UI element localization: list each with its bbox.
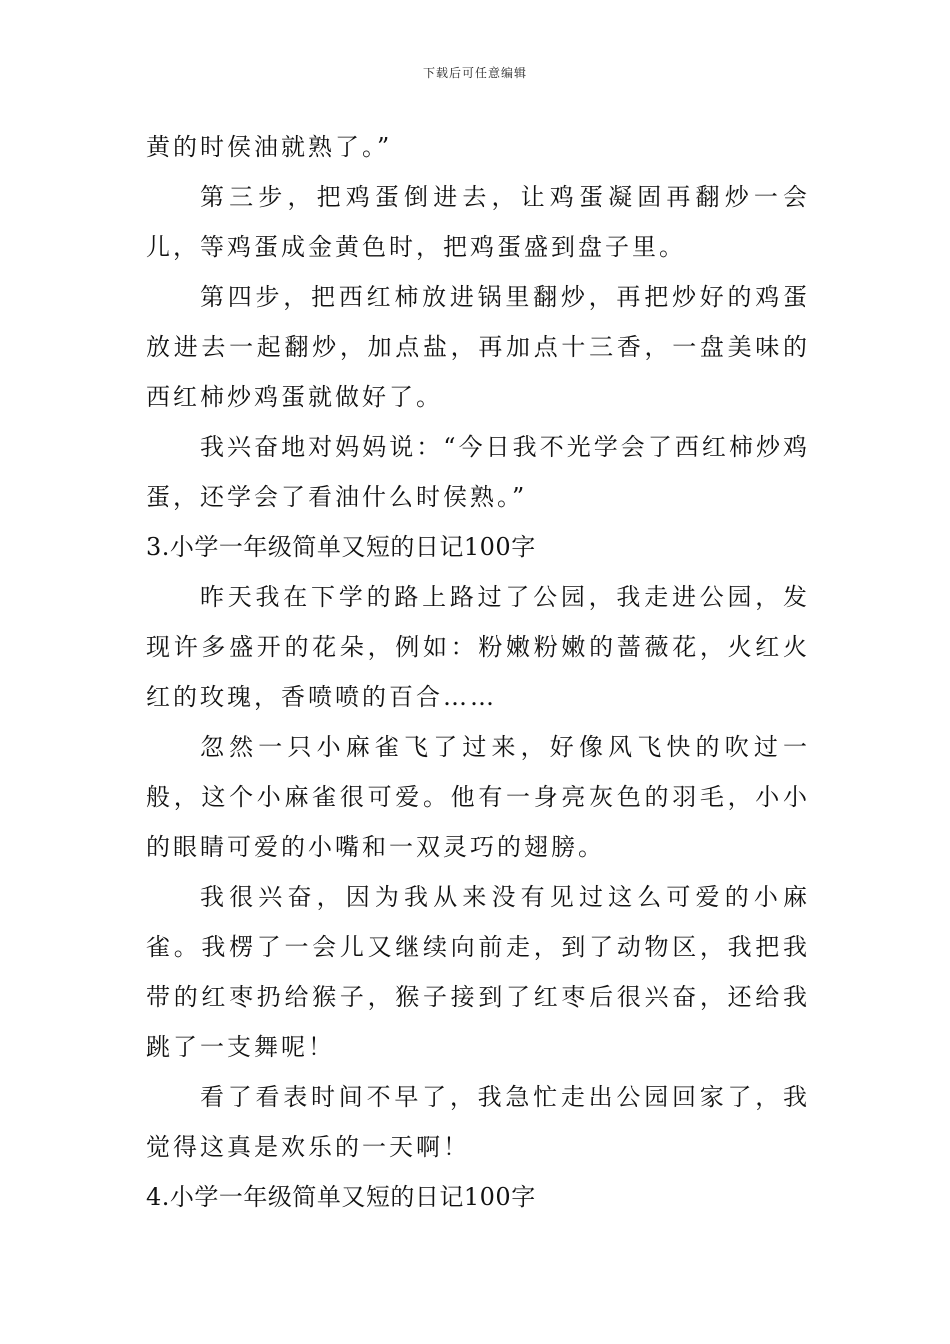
section-heading: 3.小学一年级简单又短的日记100字 [146,533,536,561]
document-body [146,122,810,1222]
paragraph: 忽然一只小麻雀飞了过来，好像风飞快的吹过一般，这个小麻雀很可爱。他有一身亮灰色的羽毛，小小的眼睛可爱的小嘴和一双灵巧的翅膀。 [146,733,810,861]
paragraph: 第四步，把西红柿放进锅里翻炒，再把炒好的鸡蛋放进去一起翻炒，加点盐，再加点十三香，一盘美味的西红柿炒鸡蛋就做好了。 [146,283,810,411]
page-header: 下载后可任意编辑 [422,66,527,80]
paragraph: 我很兴奋，因为我从来没有见过这么可爱的小麻雀。我楞了一会儿又继续向前走，到了动物区，我把我带的红枣扔给猴子，猴子接到了红枣后很兴奋，还给我跳了一支舞呢！ [146,883,810,1061]
paragraph: 黄的时侯油就熟了。” [146,133,393,161]
paragraph: 第三步，把鸡蛋倒进去，让鸡蛋凝固再翻炒一会儿，等鸡蛋成金黄色时，把鸡蛋盛到盘子里。 [146,183,810,261]
paragraph: 看了看表时间不早了，我急忙走出公园回家了，我觉得这真是欢乐的一天啊！ [146,1083,810,1161]
paragraph: 我兴奋地对妈妈说：“今日我不光学会了西红柿炒鸡蛋，还学会了看油什么时侯熟。” [146,433,810,511]
paragraph: 昨天我在下学的路上路过了公园，我走进公园，发现许多盛开的花朵，例如：粉嫩粉嫩的蔷薇花，火红火红的玫瑰，香喷喷的百合…… [146,583,810,711]
section-heading: 4.小学一年级简单又短的日记100字 [146,1183,536,1211]
